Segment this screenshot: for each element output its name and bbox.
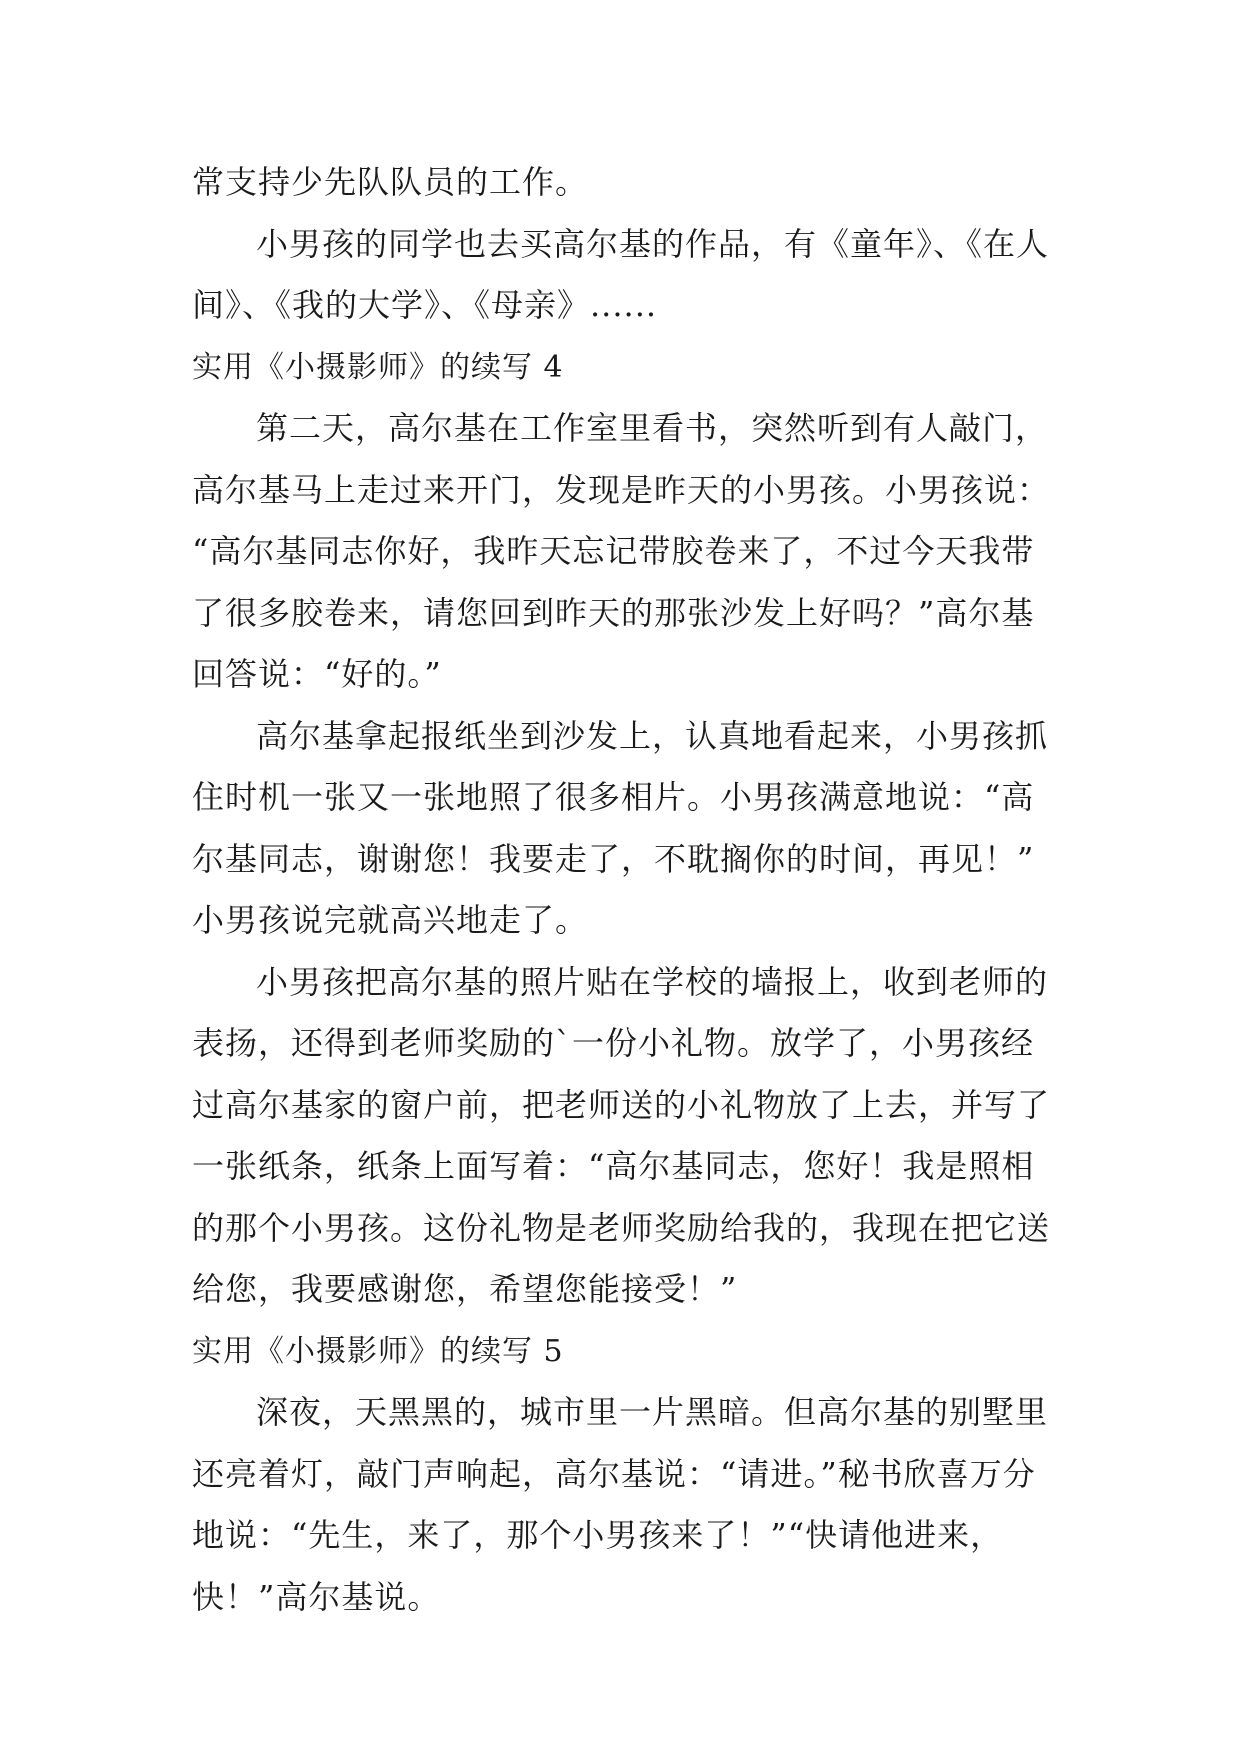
body-text-line: 快！”高尔基说。 [192,1577,441,1616]
body-text-line: 还亮着灯，敲门声响起，高尔基说：“请进。”秘书欣喜万分 [192,1454,1036,1493]
paragraph-start-line: 小男孩把高尔基的照片贴在学校的墙报上，收到老师的 [256,962,1049,1001]
body-text-line: “高尔基同志你好，我昨天忘记带胶卷来了，不过今天我带 [192,532,1035,570]
body-text-line: 过高尔基家的窗户前，把老师送的小礼物放了上去，并写了 [192,1085,1051,1124]
paragraph-start-line: 高尔基拿起报纸坐到沙发上，认真地看起来，小男孩抓 [256,716,1049,755]
paragraph-start-line: 第二天，高尔基在工作室里看书，突然听到有人敲门， [256,409,1049,447]
body-text-line: 了很多胶卷来，请您回到昨天的那张沙发上好吗？”高尔基 [192,593,1035,632]
body-text-line: 地说：“先生，来了，那个小男孩来了！”“快请他进来， [192,1516,1004,1554]
body-text-line: 常支持少先队队员的工作。 [192,163,589,201]
body-text-line: 间》、《我的大学》、《母亲》...... [192,286,658,324]
body-text-line: 高尔基马上走过来开门，发现是昨天的小男孩。小男孩说： [192,470,1051,509]
body-text-line: 住时机一张又一张地照了很多相片。小男孩满意地说：“高 [192,778,1035,816]
body-text-line: 尔基同志，谢谢您！我要走了，不耽搁你的时间，再见！” [192,839,1035,878]
body-text-line: 表扬，还得到老师奖励的`一份小礼物。放学了，小男孩经 [192,1024,1035,1062]
body-text-line: 回答说：“好的。” [192,655,442,693]
paragraph-start-line: 深夜，天黑黑的，城市里一片黑暗。但高尔基的别墅里 [256,1393,1049,1431]
body-text-line: 给您，我要感谢您，希望您能接受！” [192,1270,738,1308]
paragraph-start-line: 小男孩的同学也去买高尔基的作品，有《童年》、《在人 [256,224,1050,263]
document-body [192,152,1052,1628]
body-text-line: 小男孩说完就高兴地走了。 [192,901,589,939]
section-heading: 实用《小摄影师》的续写 4 [192,349,564,385]
body-text-line: 一张纸条，纸条上面写着：“高尔基同志，您好！我是照相 [192,1147,1035,1185]
section-heading: 实用《小摄影师》的续写 5 [192,1333,564,1369]
body-text-line: 的那个小男孩。这份礼物是老师奖励给我的，我现在把它送 [192,1208,1051,1247]
